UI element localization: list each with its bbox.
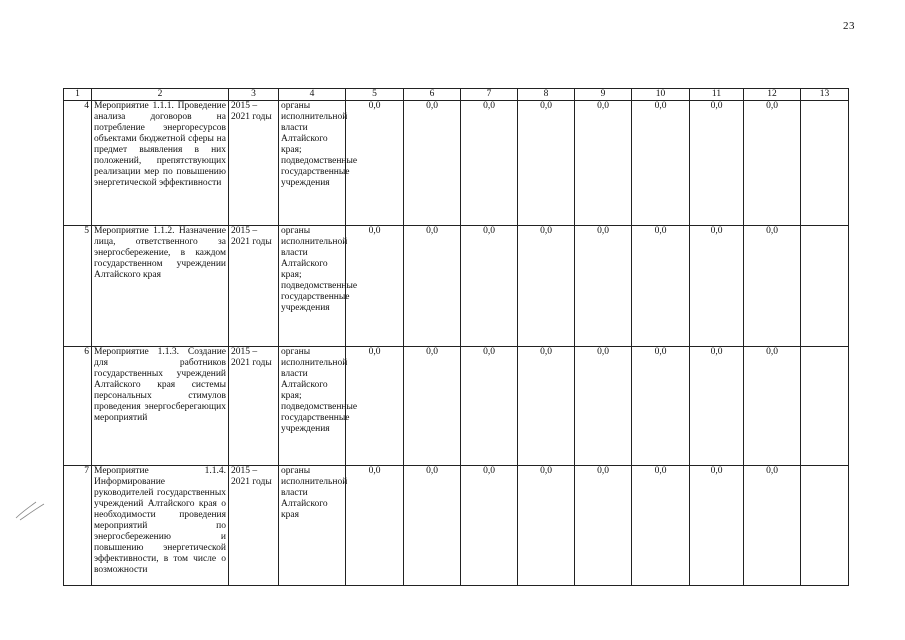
column-number: 8 [518, 89, 575, 101]
measure-name: Мероприятие 1.1.3. Создание для работников государственных учреждений Алтайского края системы персональных стимулов проведения энергосберегающих мероприятий [92, 347, 229, 466]
measure-name: Мероприятие 1.1.1. Проведение анализа договоров на потребление энергоресурсов объектами бюджетной сферы на предмет выявления в них положений, препятствующих реализации мер по повышению энергетической эффективности [92, 101, 229, 226]
table-row [64, 466, 849, 586]
value-cell: 0,0 [404, 226, 461, 347]
value-cell: 0,0 [518, 101, 575, 226]
value-cell: 0,0 [518, 466, 575, 586]
value-cell: 0,0 [744, 347, 801, 466]
pen-mark-icon [14, 496, 48, 524]
measure-name: Мероприятие 1.1.4. Информирование руководителей государственных учреждений Алтайского края о необходимости проведения мероприятий по энергосбережению и повышению энергетической эффективности, в том числе о возможности [92, 466, 229, 586]
value-cell: 0,0 [518, 347, 575, 466]
executor: органы исполнительной власти Алтайского края; подведомственные государственные учреждения [279, 347, 346, 466]
empty-cell [801, 347, 849, 466]
value-cell: 0,0 [346, 347, 404, 466]
value-cell: 0,0 [690, 466, 744, 586]
value-cell: 0,0 [346, 226, 404, 347]
column-number: 12 [744, 89, 801, 101]
value-cell: 0,0 [461, 466, 518, 586]
column-number: 2 [92, 89, 229, 101]
column-number-header-row [64, 89, 849, 101]
implementation-period: 2015 – 2021 годы [229, 466, 279, 586]
implementation-period: 2015 – 2021 годы [229, 347, 279, 466]
value-cell: 0,0 [346, 466, 404, 586]
value-cell: 0,0 [632, 226, 690, 347]
value-cell: 0,0 [461, 226, 518, 347]
empty-cell [801, 226, 849, 347]
column-number: 7 [461, 89, 518, 101]
value-cell: 0,0 [404, 466, 461, 586]
row-number: 5 [64, 226, 92, 347]
page-number: 23 [843, 20, 855, 32]
executor: органы исполнительной власти Алтайского края; подведомственные государственные учреждения [279, 226, 346, 347]
value-cell: 0,0 [575, 226, 632, 347]
value-cell: 0,0 [575, 101, 632, 226]
row-number: 7 [64, 466, 92, 586]
program-measures-table [63, 88, 849, 586]
column-number: 3 [229, 89, 279, 101]
value-cell: 0,0 [404, 347, 461, 466]
value-cell: 0,0 [690, 101, 744, 226]
value-cell: 0,0 [404, 101, 461, 226]
column-number: 4 [279, 89, 346, 101]
empty-cell [801, 101, 849, 226]
executor: органы исполнительной власти Алтайского края [279, 466, 346, 586]
value-cell: 0,0 [518, 226, 575, 347]
row-number: 4 [64, 101, 92, 226]
value-cell: 0,0 [690, 347, 744, 466]
executor: органы исполнительной власти Алтайского края; подведомственные государственные учреждения [279, 101, 346, 226]
table-row [64, 101, 849, 226]
column-number: 10 [632, 89, 690, 101]
value-cell: 0,0 [575, 466, 632, 586]
table-row [64, 226, 849, 347]
value-cell: 0,0 [690, 226, 744, 347]
column-number: 5 [346, 89, 404, 101]
value-cell: 0,0 [461, 347, 518, 466]
empty-cell [801, 466, 849, 586]
value-cell: 0,0 [744, 101, 801, 226]
column-number: 11 [690, 89, 744, 101]
value-cell: 0,0 [632, 347, 690, 466]
column-number: 9 [575, 89, 632, 101]
implementation-period: 2015 – 2021 годы [229, 226, 279, 347]
value-cell: 0,0 [744, 466, 801, 586]
value-cell: 0,0 [632, 466, 690, 586]
column-number: 13 [801, 89, 849, 101]
measure-name: Мероприятие 1.1.2. Назначение лица, ответственного за энергосбережение, в каждом государственном учреждении Алтайского края [92, 226, 229, 347]
row-number: 6 [64, 347, 92, 466]
value-cell: 0,0 [346, 101, 404, 226]
column-number: 1 [64, 89, 92, 101]
value-cell: 0,0 [744, 226, 801, 347]
value-cell: 0,0 [575, 347, 632, 466]
value-cell: 0,0 [632, 101, 690, 226]
value-cell: 0,0 [461, 101, 518, 226]
implementation-period: 2015 – 2021 годы [229, 101, 279, 226]
column-number: 6 [404, 89, 461, 101]
table-row [64, 347, 849, 466]
